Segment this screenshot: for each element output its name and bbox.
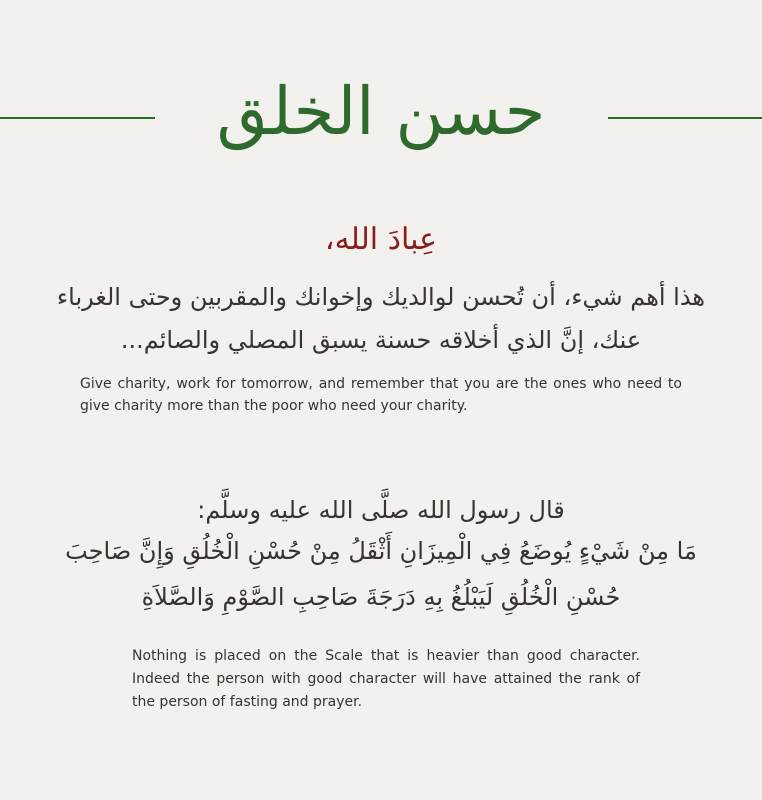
hadith-arabic-text: مَا مِنْ شَيْءٍ يُوضَعُ فِي الْمِيزَانِ أَثْقَلُ مِنْ حُسْنِ الْخُلُقِ وَإِنَّ صَاحِبَ حُسْنِ الْخُلُقِ لَيَبْلُغُ بِهِ دَرَجَةَ صَاحِبِ الصَّوْمِ وَالصَّلاَةِ [65,537,697,611]
hadith-introduction: قال رسول الله صلَّى الله عليه وسلَّم: [197,496,565,524]
page-title: حسن الخلق [216,73,546,150]
hadith-english-translation: Nothing is placed on the Scale that is heavier than good character. Indeed the person with good character will have attained the rank of the person of fasting and prayer. [132,648,640,710]
intro-english-text: Give charity, work for tomorrow, and remember that you are the ones who need to give charity more than the poor who need your charity. [80,376,682,414]
intro-arabic-text: هذا أهم شيء، أن تُحسن لوالديك وإخوانك والمقربين وحتى الغرباء عنك، إنَّ الذي أخلاقه حسنة يسبق المصلي والصائم... [56,283,706,354]
subtitle-address: عِبادَ الله، [324,222,438,257]
